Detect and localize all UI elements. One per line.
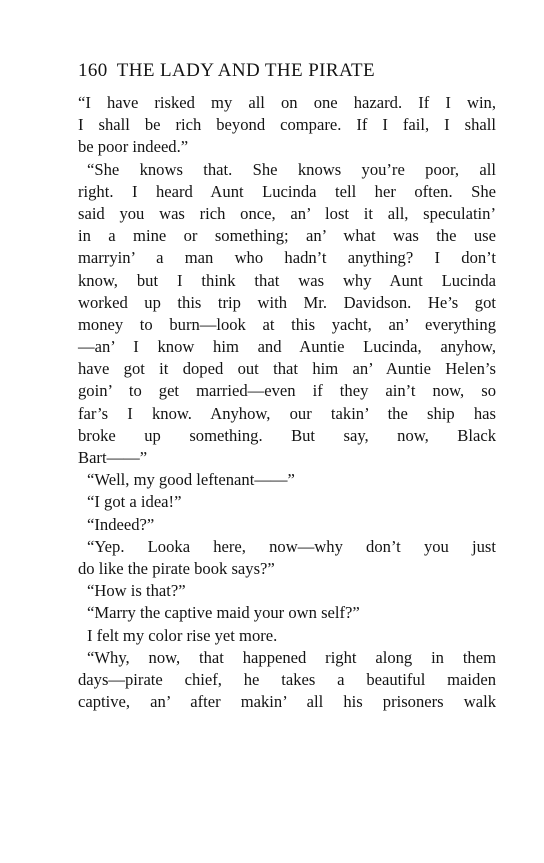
body-text <box>78 92 496 713</box>
text-line: I felt my color rise yet more. <box>87 625 278 645</box>
text-line: “Yep. Looka here, now—why don’t you just <box>87 536 496 556</box>
text-line: far’s I know. Anyhow, our takin’ the ship has <box>78 403 496 423</box>
text-line: goin’ to get married—even if they ain’t now, so <box>78 381 496 401</box>
text-line: right. I heard Aunt Lucinda tell her often. She <box>78 181 496 201</box>
text-line: “How is that?” <box>87 581 186 601</box>
text-line: “Indeed?” <box>87 514 155 534</box>
text-line: worked up this trip with Mr. Davidson. He’s got <box>78 292 496 312</box>
text-line: “I have risked my all on one hazard. If I win, <box>78 93 496 112</box>
text-line: know, but I think that was why Aunt Lucinda <box>78 270 496 290</box>
text-line: marryin’ a man who hadn’t anything? I don’t <box>78 248 496 268</box>
running-title: THE LADY AND THE PIRATE <box>116 60 375 81</box>
page-number: 160 <box>78 60 108 81</box>
text-line: days—pirate chief, he takes a beautiful maiden <box>78 669 496 689</box>
text-line: “Marry the captive maid your own self?” <box>87 603 360 623</box>
text-line: in a mine or something; an’ what was the use <box>78 226 496 246</box>
text-line: “She knows that. She knows you’re poor, all <box>87 159 496 179</box>
text-line: do like the pirate book says?” <box>78 558 275 578</box>
text-line: broke up something. But say, now, Black <box>78 425 496 445</box>
text-line: said you was rich once, an’ lost it all, speculatin’ <box>78 203 496 223</box>
text-line: have got it doped out that him an’ Auntie Helen’s <box>78 359 496 379</box>
text-line: “I got a idea!” <box>87 492 182 512</box>
running-header <box>78 59 498 83</box>
text-line: captive, an’ after makin’ all his prisoners walk <box>78 692 496 712</box>
text-line: Bart——” <box>78 448 148 467</box>
text-line: I shall be rich beyond compare. If I fail, I shall <box>78 115 496 135</box>
text-line: “Well, my good leftenant——” <box>87 470 295 490</box>
text-line: “Why, now, that happened right along in them <box>87 647 496 667</box>
text-line: —an’ I know him and Auntie Lucinda, anyhow, <box>78 337 496 357</box>
text-line: money to burn—look at this yacht, an’ everything <box>78 314 496 334</box>
text-line: be poor indeed.” <box>78 137 189 157</box>
